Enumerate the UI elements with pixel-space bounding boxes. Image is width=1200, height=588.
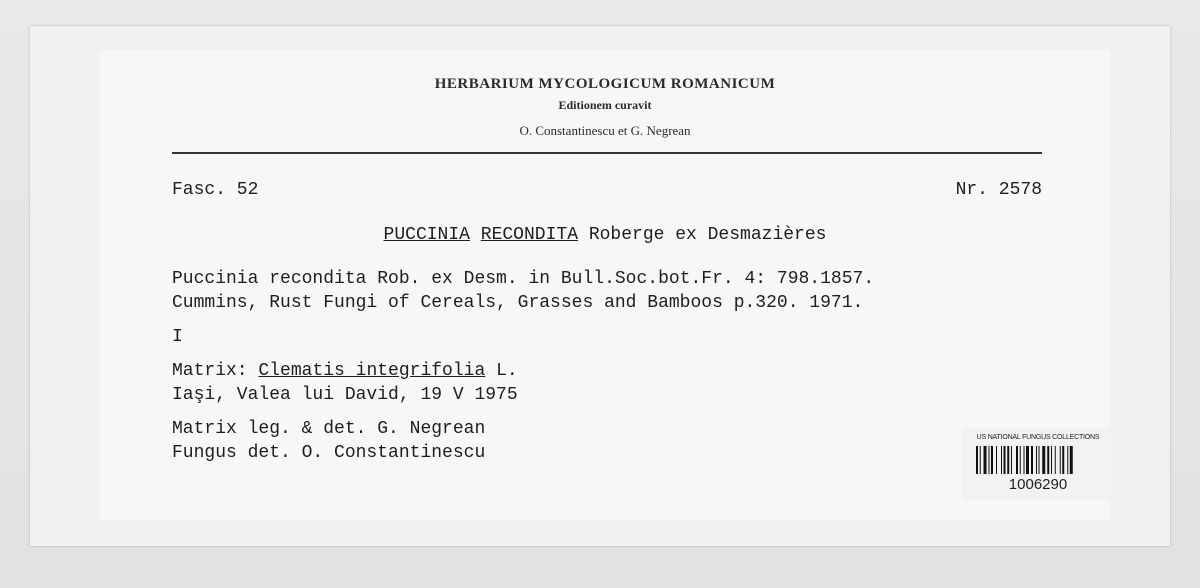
locality-line: Iaşi, Valea lui David, 19 V 1975	[172, 385, 518, 405]
specimen-label	[100, 50, 1110, 520]
fungus-det-line: Fungus det. O. Constantinescu	[172, 443, 486, 463]
collector-line: Matrix leg. & det. G. Negrean	[172, 419, 486, 439]
herbarium-title: HERBARIUM MYCOLOGICUM ROMANICUM	[434, 76, 776, 92]
barcode-collection: US NATIONAL FUNGUS COLLECTIONS	[976, 434, 1100, 441]
fascicle-number: Fasc. 52	[172, 180, 259, 200]
species-title	[100, 223, 1110, 247]
matrix-prefix: Matrix:	[172, 361, 259, 381]
editors-line: O. Constantinescu et G. Negrean	[519, 123, 691, 138]
matrix-author: L.	[485, 361, 518, 381]
barcode-icon	[976, 446, 1100, 474]
barcode-label	[962, 428, 1114, 500]
reference-1: Puccinia recondita Rob. ex Desm. in Bull.Soc.bot.Fr. 4: 798.1857.	[172, 269, 875, 289]
barcode-number: 1006290	[1008, 476, 1068, 493]
header-rule	[172, 152, 1042, 154]
title-species: RECONDITA	[480, 225, 578, 245]
title-genus: PUCCINIA	[383, 225, 470, 245]
matrix-host: Clematis integrifolia	[258, 361, 486, 381]
title-authority: Roberge ex Desmazières	[588, 225, 827, 245]
specimen-number: Nr. 2578	[955, 180, 1042, 200]
matrix-line	[172, 359, 518, 383]
reference-2: Cummins, Rust Fungi of Cereals, Grasses and Bamboos p.320. 1971.	[172, 293, 864, 313]
spore-stage: I	[172, 327, 183, 347]
edition-line: Editionem curavit	[558, 98, 652, 112]
